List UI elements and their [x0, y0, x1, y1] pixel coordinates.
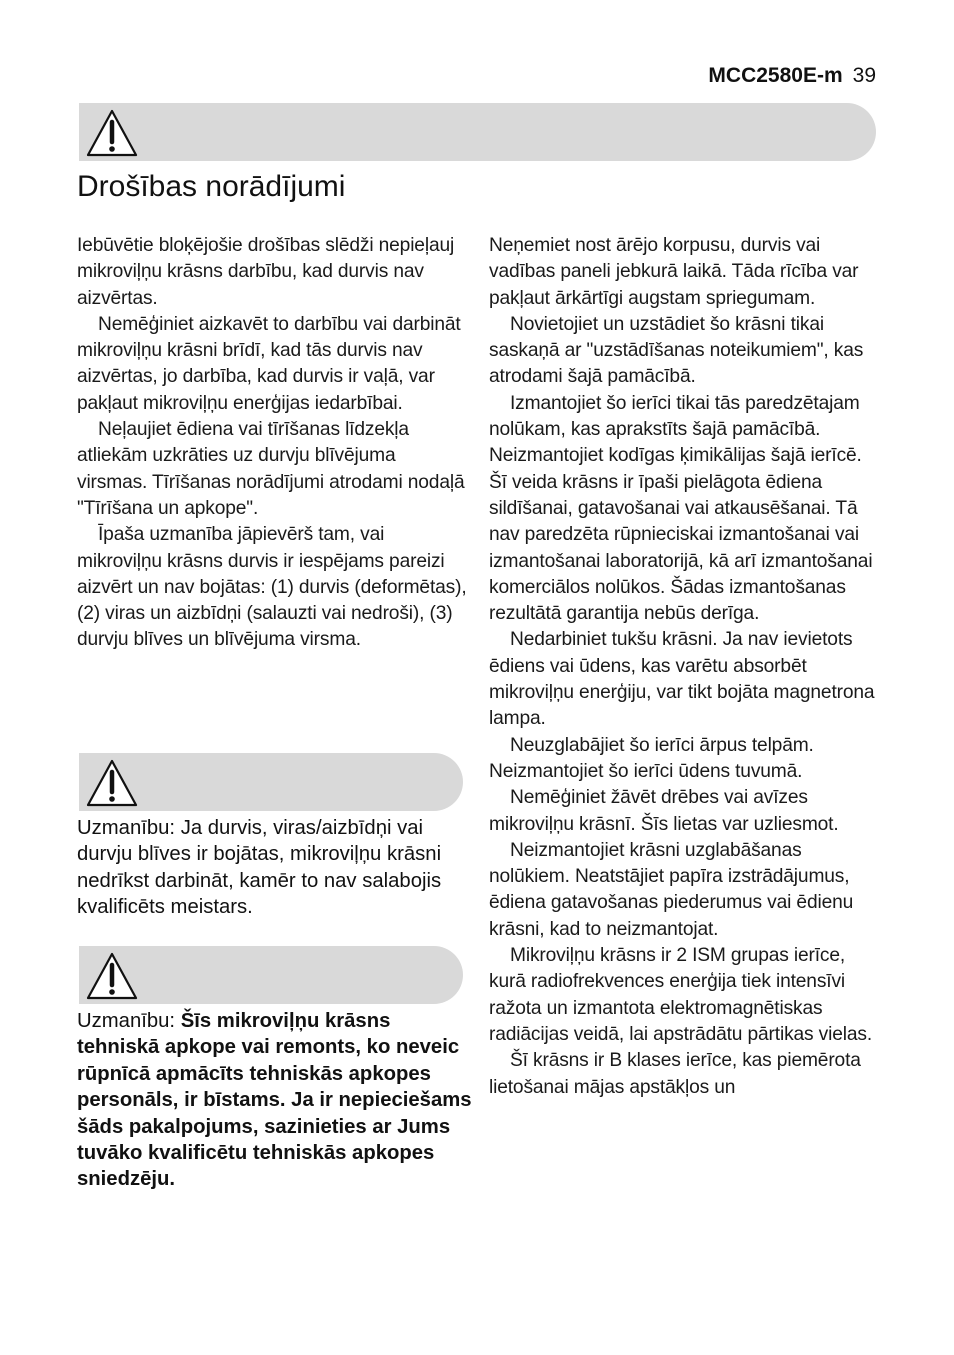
paragraph: Īpaša uzmanība jāpievērš tam, vai mikroviļņu krāsns durvis ir iespējams pareizi aizvērt un nav bojātas: (1) durvis (deformētas), (2) viras un aizbīdņi (salauzti vai nedroši), (3) durvju blīves un blīvējuma virsma. — [77, 524, 467, 651]
warning-banner-2 — [79, 946, 463, 1004]
right-column — [489, 233, 879, 1101]
warning-bold-text: Šīs mikroviļņu krāsns tehniskā apkope vai remonts, ko neveic rūpnīcā apmācīts tehniskās apkopes personāls, ir bīstams. Ja ir nepieciešams šāds pakalpojums, sazinieties ar Jums tuvāko kvalificētu tehniskās apkopes sniedzēju. — [77, 1010, 472, 1191]
paragraph: Izmantojiet šo ierīci tikai tās paredzētajam nolūkam, kas aprakstīts šajā pamācībā. Neizmantojiet kodīgas ķimikālijas šajā ierīcē. Šī veida krāsns ir īpaši pielāgota ēdiena sildīšanai, gatavošanai vai atkausēšanai. Tā nav paredzēta rūpnieciskai izmantošanai vai izmantošanai laboratorijā, kā arī izmantošanai komerciālos nolūkos. Šādas izmantošanas rezultātā garantija nebūs derīga. — [489, 392, 873, 625]
warning-triangle-icon — [84, 757, 140, 809]
paragraph: Neizmantojiet krāsni uzglabāšanas nolūkiem. Neatstājiet papīra izstrādājumus, ēdiena gatavošanas piederumus vai ēdienu krāsni, kad to neizmantojat. — [489, 839, 854, 940]
model-number: MCC2580E-m — [708, 64, 843, 87]
warning-banner-1 — [79, 753, 463, 811]
paragraph: Novietojiet un uzstādiet šo krāsni tikai saskaņā ar "uzstādīšanas noteikumiem", kas atrodami šajā pamācībā. — [489, 313, 864, 388]
page-header — [708, 62, 876, 90]
warning-text-1: Uzmanību: Ja durvis, viras/aizbīdņi vai durvju blīves ir bojātas, mikroviļņu krāsni nedrīkst darbināt, kamēr to nav salabojis kvalificēts meistars. — [77, 817, 442, 919]
paragraph: Neņemiet nost ārējo korpusu, durvis vai vadības paneli jebkurā laikā. Tāda rīcība var pakļaut ārkārtīgi augstam spriegumam. — [489, 235, 859, 309]
paragraph: Neuzglabājiet šo ierīci ārpus telpām. Neizmantojiet šo ierīci ūdens tuvumā. — [489, 734, 814, 782]
left-column — [77, 233, 467, 654]
paragraph: Nedarbiniet tukšu krāsni. Ja nav ievietots ēdiens vai ūdens, kas varētu absorbēt mikroviļņu enerģiju, var tikt bojāta magnetrona lampa. — [489, 629, 875, 730]
paragraph: Neļaujiet ēdiena vai tīrīšanas līdzekļa atliekām uzkrāties uz durvju blīvējuma virsmas. Tīrīšanas norādījumi atrodami nodaļā "Tīrīšana un apkope". — [77, 419, 465, 519]
paragraph: Šī krāsns ir B klases ierīce, kas piemērota lietošanai mājas apstākļos un — [489, 1050, 861, 1098]
paragraph: Nemēģiniet aizkavēt to darbību vai darbināt mikroviļņu krāsni brīdī, kad tās durvis nav aizvērtas, jo darbība, kad durvis ir vaļā, var pakļaut mikroviļņu enerģijas iedarbībai. — [77, 313, 461, 414]
top-warning-banner — [79, 103, 876, 161]
paragraph: Mikroviļņu krāsns ir 2 ISM grupas ierīce, kurā radiofrekvences enerģija tiek intensīvi ražota un izmantota elektromagnētiskas radiācijas veidā, lai apstrādātu pārtikas vielas. — [489, 945, 872, 1045]
paragraph: Iebūvētie bloķējošie drošības slēdži nepieļauj mikroviļņu krāsns darbību, kad durvis nav aizvērtas. — [77, 235, 455, 309]
paragraph: Nemēģiniet žāvēt drēbes vai avīzes mikroviļņu krāsnī. Šīs lietas var uzliesmot. — [489, 787, 839, 835]
warning-triangle-icon — [84, 107, 140, 159]
warning-text-2 — [77, 1008, 472, 1193]
page-number: 39 — [852, 64, 876, 87]
section-title: Drošības norādījumi — [77, 170, 346, 203]
warning-triangle-icon — [84, 950, 140, 1002]
warning-prefix: Uzmanību: — [77, 1010, 181, 1032]
